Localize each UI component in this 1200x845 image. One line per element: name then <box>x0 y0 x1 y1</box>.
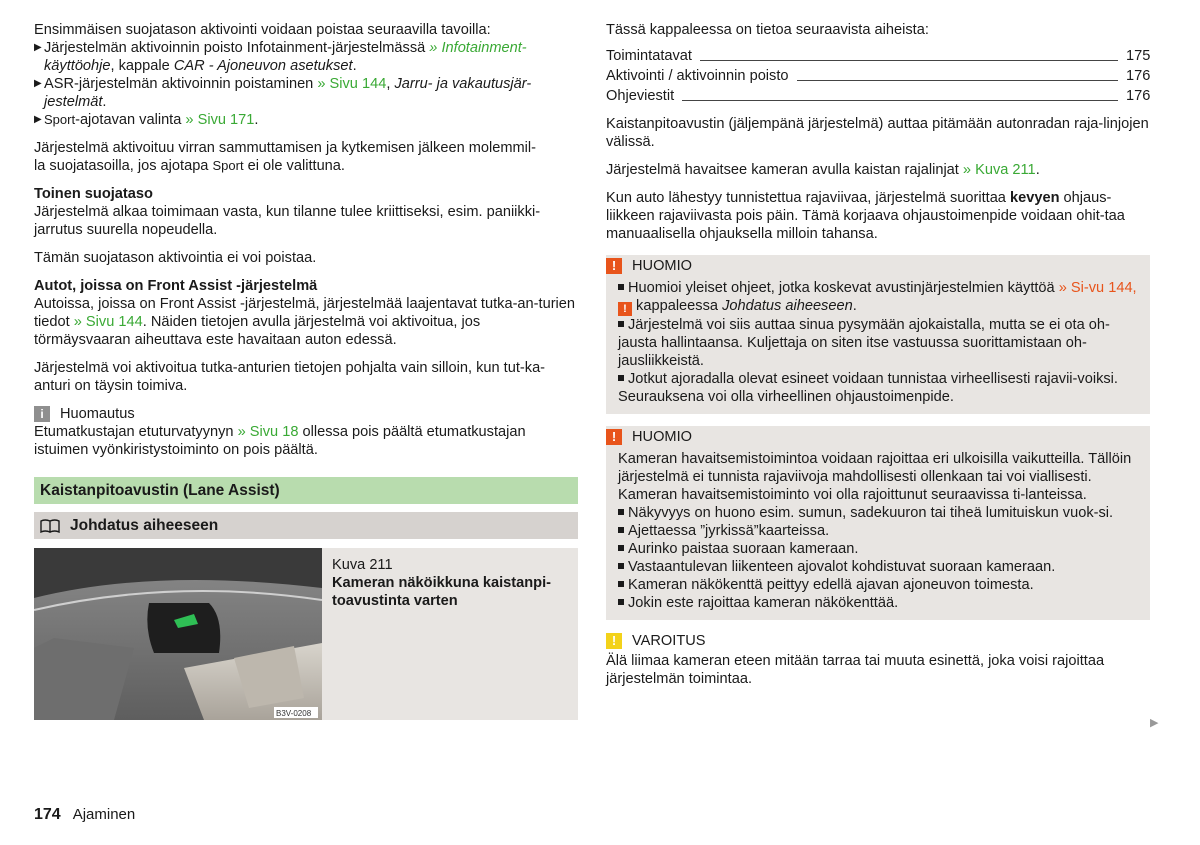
figure-caption: Kameran näköikkuna kaistanpi-toavustinta varten <box>332 575 551 609</box>
link-page-144[interactable]: » Si-vu 144, <box>1058 280 1137 296</box>
square-bullet-icon <box>618 509 624 515</box>
figure-caption-area <box>322 548 578 720</box>
paragraph: Kun auto lähestyy tunnistettua rajaviivaa, järjestelmä suorittaa kevyen ohjaus-liikkeen rajaviivasta pois päin. Tämä korjaava ohjaustoimenpide voidaan ohit-taa manuaalisella ohjauksella milloin tahansa. <box>606 190 1125 242</box>
square-bullet-icon <box>618 545 624 551</box>
note-title: Huomautus <box>60 406 135 422</box>
list-item: Vastaantulevan liikenteen ajovalot kohdistuvat suoraan kameraan. <box>618 558 1140 576</box>
paragraph: Kaistanpitoavustin (jäljempänä järjestelmä) auttaa pitämään autonradan raja-linjojen välissä. <box>606 116 1149 150</box>
list-item: ▶ ASR-järjestelmän aktivoinnin poistaminen » Sivu 144, Jarru- ja vakautusjär- jestelmät. <box>34 76 532 110</box>
caution-body <box>606 277 1150 414</box>
caution-title: HUOMIO <box>632 429 692 445</box>
subheading: Toinen suojataso <box>34 186 153 202</box>
paragraph: Autoissa, joissa on Front Assist -järjestelmä, järjestelmää laajentavat tutka-an-turien tiedot » Sivu 144. Näiden tietojen avulla järjestelmä voi aktivoitua, jos törmäysvaaran aiheuttava este havaitaan auton edessä. <box>34 296 576 348</box>
link-page-18[interactable]: » Sivu 18 <box>237 424 299 440</box>
camera-window-image <box>34 548 322 720</box>
square-bullet-icon <box>618 563 624 569</box>
square-bullet-icon <box>618 284 624 290</box>
note-text: Etumatkustajan etuturvatyynyn » Sivu 18 ollessa pois päältä etumatkustajan istuimen vyönkiristystoiminto on pois päältä. <box>34 424 526 458</box>
square-bullet-icon <box>618 527 624 533</box>
continue-arrow-icon: ▶ <box>1150 717 1159 729</box>
intro-text: Ensimmäisen suojatason aktivointi voidaan poistaa seuraavilla tavoilla: <box>34 22 491 38</box>
paragraph: Järjestelmä aktivoituu virran sammuttamisen ja kytkemisen jälkeen molemmil- la suojatasoilla, jos ajotapa Sport ei ole valittuna. <box>34 140 537 174</box>
toc-leader <box>797 80 1118 81</box>
link-page-171[interactable]: » Sivu 171 <box>185 112 255 128</box>
caution-header <box>606 255 1150 277</box>
square-bullet-icon <box>618 599 624 605</box>
info-icon: i <box>34 406 50 422</box>
link-page-144[interactable]: » Sivu 144 <box>73 314 143 330</box>
page-footer <box>34 806 135 824</box>
list-item: Järjestelmä voi siis auttaa sinua pysymään ajokaistalla, mutta se ei ota oh-jausta hallintaansa. Kuljettaja on siten itse vastuussa suorittamistaan oh-jausliikkeistä. <box>618 317 1110 369</box>
toc <box>606 45 1150 105</box>
caution-body <box>606 448 1150 620</box>
list-item: Aurinko paistaa suoraan kameraan. <box>618 540 1140 558</box>
toc-entry[interactable]: Toimintatavat 175 <box>606 48 1151 64</box>
link-figure-211[interactable]: » Kuva 211 <box>962 162 1036 178</box>
triangle-bullet-icon: ▶ <box>34 114 42 125</box>
warning-text: Älä liimaa kameran eteen mitään tarraa tai muuta esinettä, joka voisi rajoittaa järjestelmän toimintaa. <box>606 653 1105 687</box>
list-item: ▶ Sport-ajotavan valinta » Sivu 171. <box>34 112 259 128</box>
warning-icon: ! <box>606 258 622 274</box>
book-icon <box>40 519 60 533</box>
link-infotainment[interactable]: » Infotainment- <box>429 40 527 56</box>
figure-code: B3V-0208 <box>276 709 312 718</box>
right-column <box>606 21 1150 688</box>
page-number: 174 <box>34 806 61 823</box>
toc-leader <box>700 60 1118 61</box>
paragraph: Järjestelmä havaitsee kameran avulla kaistan rajalinjat » Kuva 211. <box>606 162 1040 178</box>
list-item: ▶ Järjestelmän aktivoinnin poisto Infotainment-järjestelmässä » Infotainment- käyttöohje, kappale CAR - Ajoneuvon asetukset. <box>34 40 527 74</box>
list-item: Jokin este rajoittaa kameran näkökenttää. <box>618 594 1140 612</box>
list-item: Huomioi yleiset ohjeet, jotka koskevat avustinjärjestelmien käyttöä » Si-vu 144, ! kappaleessa Johdatus aiheeseen. <box>618 279 1140 316</box>
caution-title: HUOMIO <box>632 258 692 274</box>
square-bullet-icon <box>618 581 624 587</box>
triangle-bullet-icon: ▶ <box>34 78 42 89</box>
footer-section: Ajaminen <box>72 806 136 823</box>
square-bullet-icon <box>618 375 624 381</box>
toc-entry[interactable]: Ohjeviestit 176 <box>606 88 1151 104</box>
left-column <box>34 21 578 720</box>
warning-header <box>606 630 1150 652</box>
list-item: Näkyvyys on huono esim. sumun, sadekuuron tai tiheä lumituiskun vuok-si. <box>618 504 1140 522</box>
list-item: Jotkut ajoradalla olevat esineet voidaan tunnistaa virheellisesti rajavii-voiksi. Seurauksena voi olla virheellinen ohjaustoimenpide. <box>618 371 1118 405</box>
paragraph: Järjestelmä voi aktivoitua tutka-anturien tietojen pohjalta vain silloin, kun tut-ka-anturi on täysin toimiva. <box>34 360 546 394</box>
list-item: Kameran näkökenttä peittyy edellä ajavan ajoneuvon toimesta. <box>618 576 1140 594</box>
list-item: Ajettaessa ”jyrkissä”kaarteissa. <box>618 522 1140 540</box>
warning-title: VAROITUS <box>632 633 706 649</box>
caution-intro: Kameran havaitsemistoimintoa voidaan rajoittaa eri ulkoisilla vaikutteilla. Tällöin järjestelmä ei tunnista rajaviivoja mahdollisesti ollenkaan tai voi viallisesti. Kameran havaitsemistoiminto voi olla rajoittunut seuraavissa ti-lanteissa. <box>618 451 1132 503</box>
paragraph: Järjestelmä alkaa toimimaan vasta, kun tilanne tulee kriittiseksi, esim. paniikki-jarrutus suurella nopeudella. <box>34 204 541 238</box>
warning-icon: ! <box>618 302 632 316</box>
toc-entry[interactable]: Aktivointi / aktivoinnin poisto 176 <box>606 68 1151 84</box>
triangle-bullet-icon: ▶ <box>34 42 42 53</box>
figure <box>34 548 578 720</box>
caution-box-1 <box>606 255 1150 414</box>
note-header <box>34 405 578 423</box>
toc-intro: Tässä kappaleessa on tietoa seuraavista aiheista: <box>606 22 929 38</box>
warning-icon: ! <box>606 429 622 445</box>
toc-leader <box>682 100 1118 101</box>
caution-yellow-icon: ! <box>606 633 622 649</box>
link-page-144[interactable]: » Sivu 144 <box>317 76 387 92</box>
square-bullet-icon <box>618 321 624 327</box>
section-title: Kaistanpitoavustin (Lane Assist) <box>34 477 578 504</box>
paragraph: Tämän suojatason aktivointia ei voi poistaa. <box>34 250 317 266</box>
figure-label: Kuva 211 <box>332 557 393 573</box>
warning-box <box>606 630 1150 688</box>
caution-box-2 <box>606 426 1150 620</box>
subheading: Autot, joissa on Front Assist -järjestelmä <box>34 278 318 294</box>
intro-heading: Johdatus aiheeseen <box>34 512 578 539</box>
caution-header <box>606 426 1150 448</box>
